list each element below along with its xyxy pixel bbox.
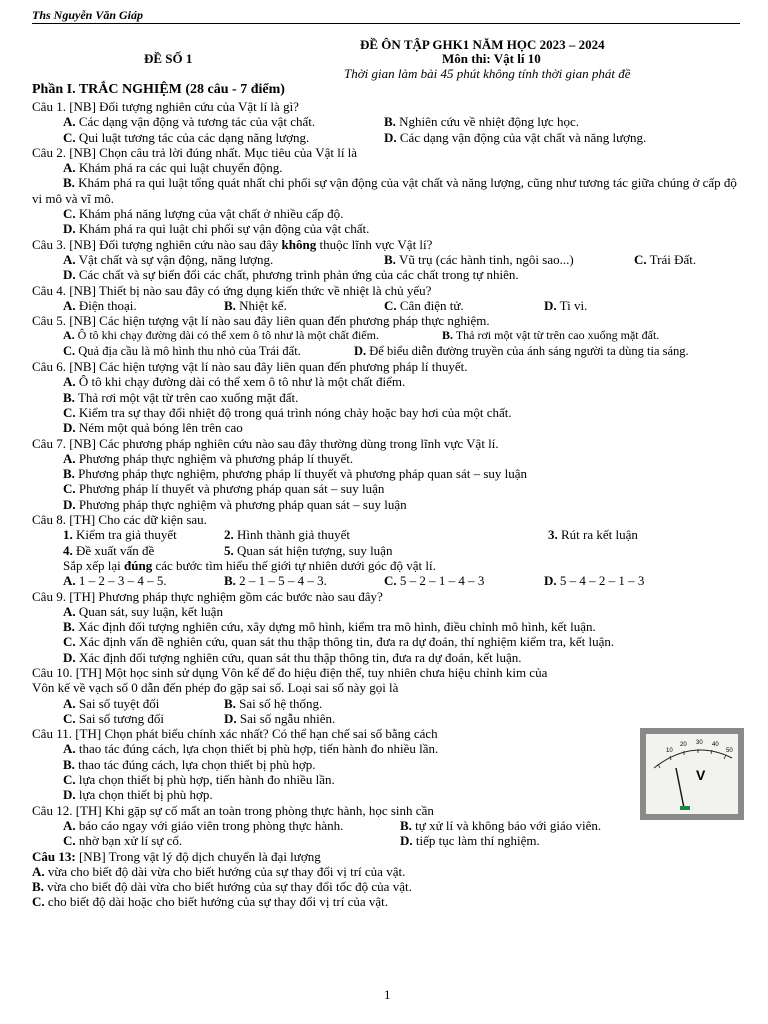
option-b: B. Phương pháp thực nghiệm, phương pháp lí thuyết và phương pháp quan sát – suy luận — [63, 466, 528, 482]
question-options-row — [32, 114, 742, 129]
question-stem: Câu 11. [TH] Chọn phát biểu chính xác nhất? Có thể hạn chế sai số bằng cách — [32, 726, 438, 742]
question-stem: Câu 9. [TH] Phương pháp thực nghiệm gồm các bước nào sau đây? — [32, 588, 383, 604]
voltmeter-tick-label: 40 — [712, 742, 719, 748]
option-c: C. lựa chọn thiết bị phù hợp, tiến hành đo nhiều lần. — [63, 772, 335, 788]
voltmeter-tick-label: 30 — [696, 740, 703, 746]
option-a: A. Điện thoại. — [63, 297, 137, 313]
question-options-row — [32, 833, 742, 848]
option-c: C. 5 – 2 – 1 – 4 – 3 — [384, 573, 485, 589]
option-b: B. Khám phá ra qui luật tổng quát nhất chi phối sự vận động của vật chất và năng lượng, cũng như tương tác giữa chúng ở cấp độ vi mô và vĩ mô. — [32, 175, 737, 206]
question-stem: Câu 4. [NB] Thiết bị nào sau đây có ứng dụng kiến thức về nhiệt là chủ yếu? — [32, 282, 432, 298]
voltmeter-face — [646, 734, 738, 814]
option-c: C. Khám phá năng lượng của vật chất ở nhiều cấp độ. — [63, 206, 344, 222]
option-a: A. Quan sát, suy luận, kết luận — [63, 603, 223, 619]
author-name: Ths Nguyễn Văn Giáp — [32, 8, 144, 22]
header-rule — [32, 23, 740, 24]
option-d: D. Để biểu diễn đường truyền của ánh sáng người ta dùng tia sáng. — [354, 343, 689, 358]
option-c: C. Quả địa cầu là mô hình thu nhỏ của Trái đất. — [63, 343, 301, 358]
option-a: A. vừa cho biết độ dài vừa cho biết hướng của sự thay đổi vị trí của vật. — [32, 863, 406, 879]
option-a: A. Sai số tuyệt đối — [63, 695, 160, 711]
option-c: C. Phương pháp lí thuyết và phương pháp quan sát – suy luận — [63, 481, 385, 497]
option-b: B. Sai số hệ thống. — [224, 695, 323, 711]
option-a: A. Các dạng vận động và tương tác của vật chất. — [63, 114, 316, 130]
option-d: D. tiếp tục làm thí nghiệm. — [400, 833, 540, 849]
option-a: A. Ô tô khi chạy đường dài có thể xem ô tô như là một chất điểm. — [63, 328, 379, 343]
question-stem: Câu 12. [TH] Khi gặp sự cố mất an toàn trong phòng thực hành, học sinh cần — [32, 802, 434, 818]
option-a: A. 1 – 2 – 3 – 4 – 5. — [63, 573, 167, 589]
voltmeter-pivot — [680, 806, 690, 810]
section-title: Phần I. TRẮC NGHIỆM (28 câu - 7 điểm) — [32, 82, 285, 97]
data-item-1: 1. Kiểm tra giả thuyết — [63, 527, 177, 543]
exam-number: ĐỀ SỐ 1 — [144, 51, 193, 66]
question-options-row — [32, 696, 742, 711]
option-c: C. Qui luật tương tác của các dạng năng lượng. — [63, 129, 310, 145]
option-c: C. Xác định vấn đề nghiên cứu, quan sát thu thập thông tin, đưa ra dự đoán, thí nghiệm kiểm tra, kết luận. — [63, 634, 615, 650]
document-body — [32, 82, 742, 910]
question-stem: Câu 7. [NB] Các phương pháp nghiên cứu nào sau đây thường dùng trong lĩnh vực Vật lí. — [32, 435, 499, 451]
question-stem: Câu 3. [NB] Đối tượng nghiên cứu nào sau đây không thuộc lĩnh vực Vật lí? — [32, 236, 433, 252]
question-stem: Câu 8. [TH] Cho các dữ kiện sau. — [32, 512, 207, 528]
question-options-row — [32, 298, 742, 313]
voltmeter-unit-label: V — [696, 767, 706, 783]
option-a: A. Phương pháp thực nghiệm và phương pháp lí thuyết. — [63, 450, 354, 466]
question-stem: Câu 6. [NB] Các hiện tượng vật lí nào sau đây liên quan đến phương pháp lí thuyết. — [32, 359, 468, 375]
option-d: D. Các chất và sự biến đổi các chất, phương trình phản ứng của các chất trong tự nhiên. — [63, 267, 519, 283]
data-items-row — [32, 527, 742, 542]
data-item-5: 5. Quan sát hiện tượng, suy luận — [224, 542, 393, 558]
option-d: D. Sai số ngẫu nhiên. — [224, 710, 336, 726]
option-b: B. thao tác đúng cách, lựa chọn thiết bị phù hợp. — [63, 756, 316, 772]
option-d: D. Các dạng vận động của vật chất và năng lượng. — [384, 129, 647, 145]
option-b: B. tự xử lí và không báo với giáo viên. — [400, 817, 602, 833]
option-c: C. Sai số tương đối — [63, 710, 164, 726]
question-options-row — [32, 711, 742, 726]
voltmeter-tick-label: 50 — [726, 748, 733, 754]
question-stem-cont: Vôn kế về vạch số 0 dẫn đến phép đo gặp sai số. Loại sai số này gọi là — [32, 680, 399, 696]
option-b: B. Thả rơi một vật từ trên cao xuống mặt đất. — [442, 328, 660, 343]
question-stem: Câu 2. [NB] Chọn câu trả lời đúng nhất. Mục tiêu của Vật lí là — [32, 144, 358, 160]
voltmeter-tick-label: 20 — [680, 742, 687, 748]
option-d: D. lựa chọn thiết bị phù hợp. — [63, 787, 213, 803]
question-stem: Câu 13: [NB] Trong vật lý độ dịch chuyển là đại lượng — [32, 848, 321, 864]
option-d: D. Khám phá ra qui luật chi phối sự vận động của vật chất. — [63, 221, 370, 237]
option-c: C. cho biết độ dài hoặc cho biết hướng của sự thay đổi vị trí của vật. — [32, 894, 388, 910]
data-item-2: 2. Hình thành giả thuyết — [224, 527, 351, 543]
question-stem: Câu 1. [NB] Đối tượng nghiên cứu của Vật lí là gì? — [32, 99, 299, 114]
data-item-4: 4. Đề xuất vấn đề — [63, 542, 155, 558]
option-d: D. Ném một quả bóng lên trên cao — [63, 420, 243, 436]
option-b: B. Nghiên cứu về nhiệt động lực học. — [384, 114, 579, 130]
option-d: D. 5 – 4 – 2 – 1 – 3 — [544, 573, 645, 589]
data-items-row — [32, 543, 742, 558]
option-b: B. 2 – 1 – 5 – 4 – 3. — [224, 573, 327, 589]
option-d: D. Ti vi. — [544, 297, 588, 313]
option-a: A. Ô tô khi chạy đường dài có thể xem ô tô như là một chất điểm. — [63, 374, 406, 390]
question-options-row — [32, 344, 742, 359]
option-a: A. Khám phá ra các qui luật chuyển động. — [63, 160, 283, 176]
question-options-row — [32, 573, 742, 588]
option-b: B. vừa cho biết độ dài vừa cho biết hướng của sự thay đổi tốc độ của vật. — [32, 879, 412, 895]
option-d: D. Phương pháp thực nghiệm và phương pháp quan sát – suy luận — [63, 496, 407, 512]
question-options-row — [32, 818, 742, 833]
time-note: Thời gian làm bài 45 phút không tính thời gian phát đề — [344, 66, 631, 81]
option-a: A. thao tác đúng cách, lựa chọn thiết bị phù hợp, tiến hành đo nhiều lần. — [63, 741, 439, 757]
option-d: D. Xác định đối tượng nghiên cứu, quan sát thu thập thông tin, đưa ra dự đoán, kết luận. — [63, 649, 522, 665]
option-b: B. Xác định đối tượng nghiên cứu, xây dựng mô hình, kiểm tra mô hình, điều chỉnh mô hình, kết luận. — [63, 619, 596, 635]
option-c: C. Kiểm tra sự thay đổi nhiệt độ trong quá trình nóng chảy hoặc bay hơi của một chất. — [63, 404, 512, 420]
question-stem: Câu 10. [TH] Một học sinh sử dụng Vôn kế để đo hiệu điện thế, tuy nhiên chưa hiệu chỉnh kim của — [32, 664, 548, 680]
voltmeter-image — [640, 728, 744, 820]
question-stem: Câu 5. [NB] Các hiện tượng vật lí nào sau đây liên quan đến phương pháp thực nghiệm. — [32, 313, 490, 329]
option-a: A. báo cáo ngay với giáo viên trong phòng thực hành. — [63, 817, 344, 833]
option-b: B. Nhiệt kế. — [224, 297, 287, 313]
exam-subject: Môn thi: Vật lí 10 — [442, 51, 541, 66]
question-instruction: Sắp xếp lại đúng các bước tìm hiểu thế giới tự nhiên dưới góc độ vật lí. — [63, 557, 436, 573]
data-item-3: 3. Rút ra kết luận — [548, 527, 638, 543]
option-c: C. Trái Đất. — [634, 251, 697, 267]
voltmeter-tick-label: 10 — [666, 748, 673, 754]
option-c: C. Cân điện tử. — [384, 297, 464, 313]
option-b: B. Thả rơi một vật từ trên cao xuống mặt đất. — [63, 389, 299, 405]
question-options-row — [32, 252, 742, 267]
option-a: A. Vật chất và sự vận động, năng lượng. — [63, 251, 274, 267]
option-b: B. Vũ trụ (các hành tinh, ngôi sao...) — [384, 251, 574, 267]
exam-title: ĐỀ ÔN TẬP GHK1 NĂM HỌC 2023 – 2024 — [360, 37, 605, 52]
question-options-row — [32, 328, 742, 343]
option-c: C. nhờ bạn xử lí sự cố. — [63, 833, 183, 849]
question-options-row — [32, 130, 742, 145]
page-number: 1 — [384, 987, 391, 1002]
